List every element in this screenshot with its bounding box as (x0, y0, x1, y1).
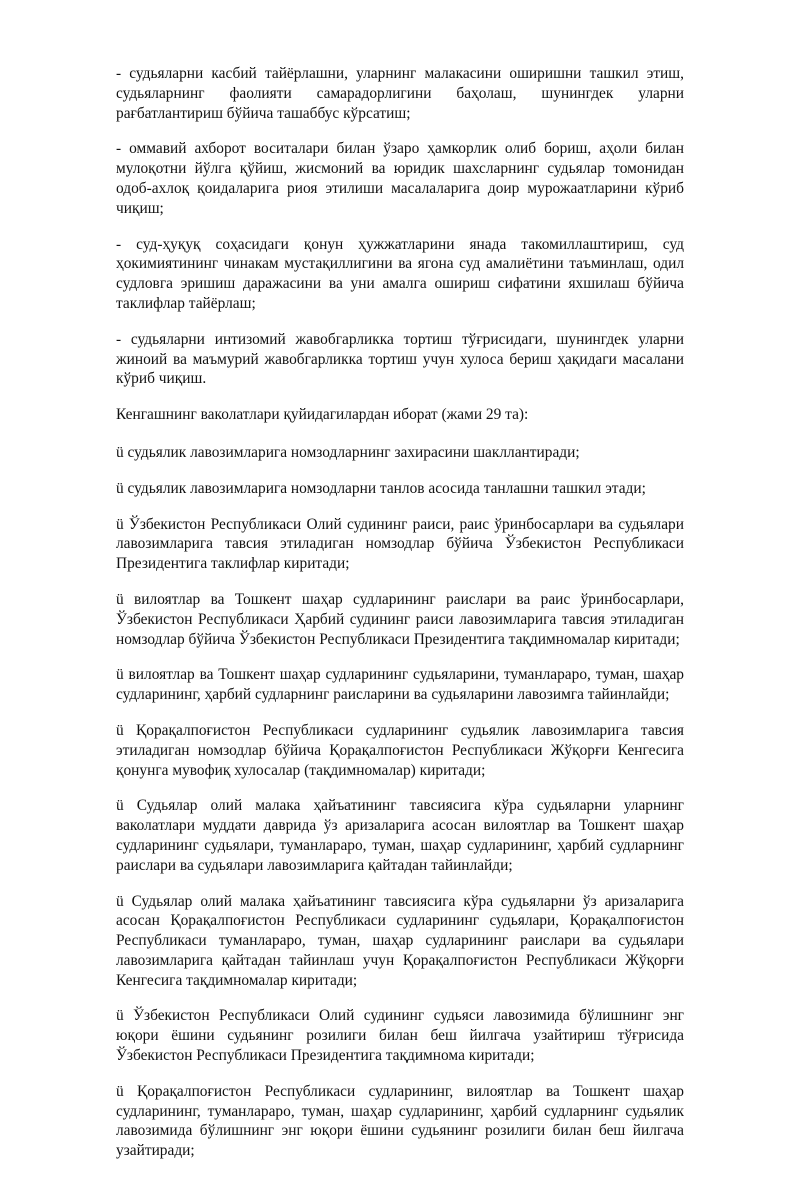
power-item-9: ü Ўзбекистон Республикаси Олий судининг судьяси лавозимида бўлишнинг энг юқори ёшини судьянинг розилиги билан беш йилгача узайтириш тўғрисида Ўзбекистон Республикаси Президентига тақдимнома киритади; (116, 1007, 684, 1065)
power-item-1: ü судьялик лавозимларига номзодларнинг захирасини шакллантиради; (116, 443, 580, 461)
power-item-8: ü Судьялар олий малака ҳайъатининг тавсиясига кўра судьяларни ўз аризаларига асосан Қорақалпоғистон Республикаси судларининг судьялари, Қорақалпоғистон Республикаси туманлараро, туман, шаҳар судларининг раислари ва судьялари лавозимларига қайтадан тайинлаш учун Қорақалпоғистон Республикаси Жўқорғи Кенгесига тақдимномалар киритади; (116, 892, 684, 989)
power-item-6: ü Қорақалпоғистон Республикаси судларининг судьялик лавозимларига тавсия этиладиган номзодлар бўйича Қорақалпоғистон Республикаси Жўқорғи Кенгесига қонунга мувофиқ хулосалар (тақдимномалар) киритади; (116, 721, 684, 779)
power-item-7: ü Судьялар олий малака ҳайъатининг тавсиясига кўра судьяларни уларнинг ваколатлари муддати даврида ўз аризаларига асосан вилоятлар ва Тошкент шаҳар судларининг судьялари, туманлараро, туман, шаҳар судларининг, ҳарбий судларнинг раислари ва судьялари лавозимларига қайтадан тайинлайди; (116, 797, 684, 874)
document-page (116, 64, 684, 1177)
powers-intro: Кенгашнинг ваколатлари қуйидагилардан иборат (жами 29 та): (116, 406, 529, 424)
power-item-2: ü судьялик лавозимларига номзодларни танлов асосида танлашни ташкил этади; (116, 479, 646, 497)
dash-item-2: - оммавий ахборот воситалари билан ўзаро ҳамкорлик олиб бориш, аҳоли билан мулоқотни йўлга қўйиш, жисмоний ва юридик шахсларнинг судьялар томонидан одоб-ахлоқ қоидаларига риоя этилиши масалаларига доир мурожаатларини кўриб чиқиш; (116, 140, 684, 217)
power-item-4: ü вилоятлар ва Тошкент шаҳар судларининг раислари ва раис ўринбосарлари, Ўзбекистон Республикаси Ҳарбий судининг раиси лавозимларига тавсия этиладиган номзодлар бўйича Ўзбекистон Республикаси Президентига тақдимномалар киритади; (116, 590, 684, 648)
power-item-10: ü Қорақалпоғистон Республикаси судларининг, вилоятлар ва Тошкент шаҳар судларининг, туманлараро, туман, шаҳар судларининг, ҳарбий судларнинг судьялик лавозимида бўлишнинг энг юқори ёшини судьянинг розилиги билан беш йилгача узайтиради; (116, 1082, 684, 1160)
dash-item-3: - суд-ҳуқуқ соҳасидаги қонун ҳужжатларини янада такомиллаштириш, суд ҳокимиятининг чинакам мустақиллигини ва ягона суд амалиётини таъминлаш, одил судловга эришиш даражасини ва уни амалга ошириш сифатини яхшилаш бўйича таклифлар тайёрлаш; (116, 235, 684, 312)
power-item-5: ü вилоятлар ва Тошкент шаҳар судларининг судьяларини, туманлараро, туман, шаҳар судларининг, ҳарбий судларнинг раисларини ва судьяларини лавозимга тайинлайди; (116, 666, 684, 704)
dash-item-4: - судьяларни интизомий жавобгарликка тортиш тўғрисидаги, шунингдек уларни жиноий ва маъмурий жавобгарликка тортиш учун хулоса бериш ҳақидаги масалани кўриб чиқиш. (116, 330, 684, 388)
power-item-3: ü Ўзбекистон Республикаси Олий судининг раиси, раис ўринбосарлари ва судьялари лавозимларига тавсия этиладиган номзодлар бўйича Ўзбекистон Республикаси Президентига таклифлар киритади; (116, 515, 684, 573)
dash-item-1: - судьяларни касбий тайёрлашни, уларнинг малакасини оширишни ташкил этиш, судьяларнинг фаолияти самарадорлигини баҳолаш, шунингдек уларни рағбатлантириш бўйича ташаббус кўрсатиш; (116, 65, 684, 122)
